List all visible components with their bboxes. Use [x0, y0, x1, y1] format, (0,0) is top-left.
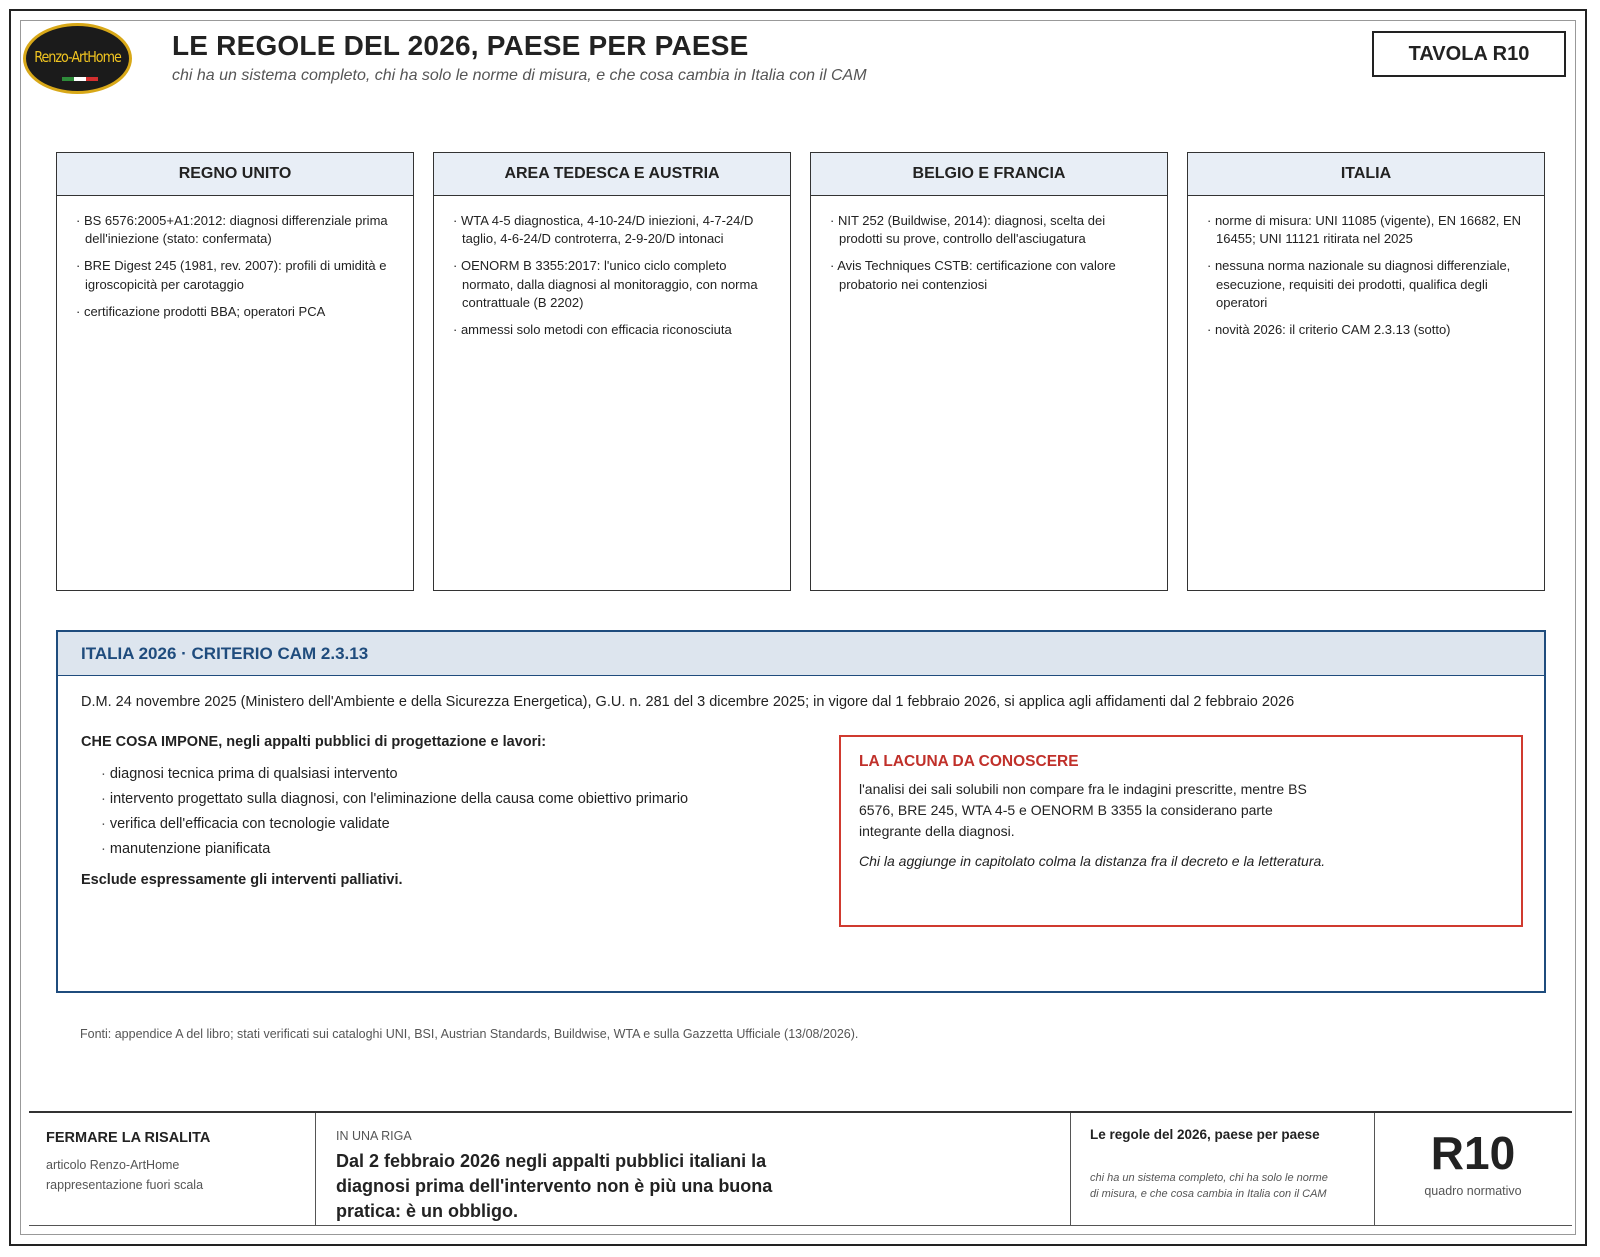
list-item: · novità 2026: il criterio CAM 2.3.13 (sotto) [1204, 321, 1528, 339]
summary-label: IN UNA RIGA [336, 1129, 412, 1143]
list-item: · certificazione prodotti BBA; operatori PCA [73, 303, 397, 321]
list-item: · OENORM B 3355:2017: l'unico ciclo completo normato, dalla diagnosi al monitoraggio, con norma contrattuale (B 2202) [450, 257, 774, 312]
logo-wordmark: Renzo-ArtHome [34, 48, 121, 66]
obligation-item: · intervento progettato sulla diagnosi, con l'eliminazione della causa come obiettivo primario [101, 787, 688, 812]
column-items [811, 196, 1167, 294]
footer-bottom-rule [29, 1225, 1572, 1226]
column-title: REGNO UNITO [57, 153, 413, 196]
sources-note: Fonti: appendice A del libro; stati verificati sui cataloghi UNI, BSI, Austrian Standards, Buildwise, WTA e sulla Gazzetta Ufficiale (13/08/2026). [80, 1027, 859, 1041]
series-line-2: rappresentazione fuori scala [46, 1178, 204, 1192]
tavola-badge: TAVOLA R10 [1372, 31, 1566, 77]
sheet-subtitle: chi ha un sistema completo, chi ha solo le norme di misura, e che cosa cambia in Italia con il CAM [1090, 1172, 1328, 1200]
obligation-item: · verifica dell'efficacia con tecnologie validate [101, 812, 688, 837]
obligation-item: · manutenzione pianificata [101, 837, 688, 862]
brand-logo [23, 23, 132, 94]
list-item: · nessuna norma nazionale su diagnosi differenziale, esecuzione, requisiti dei prodotti, qualifica degli operatori [1204, 257, 1528, 312]
footer-top-rule [29, 1111, 1572, 1113]
exclusion-statement: Esclude espressamente gli interventi palliativi. [81, 872, 403, 888]
gap-callout [839, 735, 1523, 927]
gap-callout-title: LA LACUNA DA CONOSCERE [859, 753, 1079, 770]
country-column-italia [1187, 152, 1545, 591]
column-title: BELGIO E FRANCIA [811, 153, 1167, 196]
decree-reference: D.M. 24 novembre 2025 (Ministero dell'Ambiente e della Sicurezza Energetica), G.U. n. 281 del 3 dicembre 2025; in vigore dal 1 febbraio 2026, si applica agli affidamenti dal 2 febbraio 2026 [81, 694, 1295, 710]
sheet-title: Le regole del 2026, paese per paese [1090, 1127, 1320, 1142]
list-item: · Avis Techniques CSTB: certificazione con valore probatorio nei contenziosi [827, 257, 1151, 293]
column-items [57, 196, 413, 321]
page-subtitle: chi ha un sistema completo, chi ha solo le norme di misura, e che cosa cambia in Italia con il CAM [172, 67, 867, 84]
country-column-area-tedesca [433, 152, 791, 591]
page-title: LE REGOLE DEL 2026, PAESE PER PAESE [172, 30, 749, 61]
footer-divider [315, 1113, 316, 1225]
list-item: · BS 6576:2005+A1:2012: diagnosi differenziale prima dell'iniezione (stato: confermata) [73, 212, 397, 248]
list-item: · ammessi solo metodi con efficacia riconosciuta [450, 321, 774, 339]
gap-callout-note: Chi la aggiunge in capitolato colma la distanza fra il decreto e la letteratura. [859, 853, 1326, 869]
list-item: · NIT 252 (Buildwise, 2014): diagnosi, scelta dei prodotti su prove, controllo dell'asciugatura [827, 212, 1151, 248]
series-line-1: articolo Renzo-ArtHome [46, 1158, 180, 1172]
sheet-code: R10 [1430, 1127, 1516, 1179]
sheet-code-label: quadro normativo [1424, 1184, 1522, 1198]
list-item: · norme di misura: UNI 11085 (vigente), EN 16682, EN 16455; UNI 11121 ritirata nel 2025 [1204, 212, 1528, 248]
summary-text: Dal 2 febbraio 2026 negli appalti pubblici italiani la diagnosi prima dell'intervento non è più una buona pratica: è un obbligo. [336, 1151, 773, 1221]
obligations-heading-lead: CHE COSA IMPONE, [81, 734, 223, 750]
country-column-regno-unito [56, 152, 414, 591]
list-item: · WTA 4-5 diagnostica, 4-10-24/D iniezioni, 4-7-24/D taglio, 4-6-24/D controterra, 2-9-20/D intonaci [450, 212, 774, 248]
obligation-item: · diagnosi tecnica prima di qualsiasi intervento [101, 762, 688, 787]
list-item: · BRE Digest 245 (1981, rev. 2007): profili di umidità e igroscopicità per carotaggio [73, 257, 397, 293]
cam-panel-title: ITALIA 2026 · CRITERIO CAM 2.3.13 [58, 632, 1544, 676]
country-column-belgio-francia [810, 152, 1168, 591]
footer-divider [1070, 1113, 1071, 1225]
column-items [434, 196, 790, 339]
cam-criterion-panel [56, 630, 1546, 993]
series-title: FERMARE LA RISALITA [46, 1130, 211, 1146]
italian-flag-icon [62, 77, 98, 81]
column-title: ITALIA [1188, 153, 1544, 196]
column-title: AREA TEDESCA E AUSTRIA [434, 153, 790, 196]
obligations-list [101, 762, 688, 862]
column-items [1188, 196, 1544, 339]
obligations-heading-rest: negli appalti pubblici di progettazione e lavori: [222, 734, 547, 750]
obligations-heading [81, 734, 546, 750]
gap-callout-text: l'analisi dei sali solubili non compare fra le indagini prescritte, mentre BS 6576, BRE 245, WTA 4-5 e OENORM B 3355 la considerano parte integrante della diagnosi. [859, 781, 1307, 839]
